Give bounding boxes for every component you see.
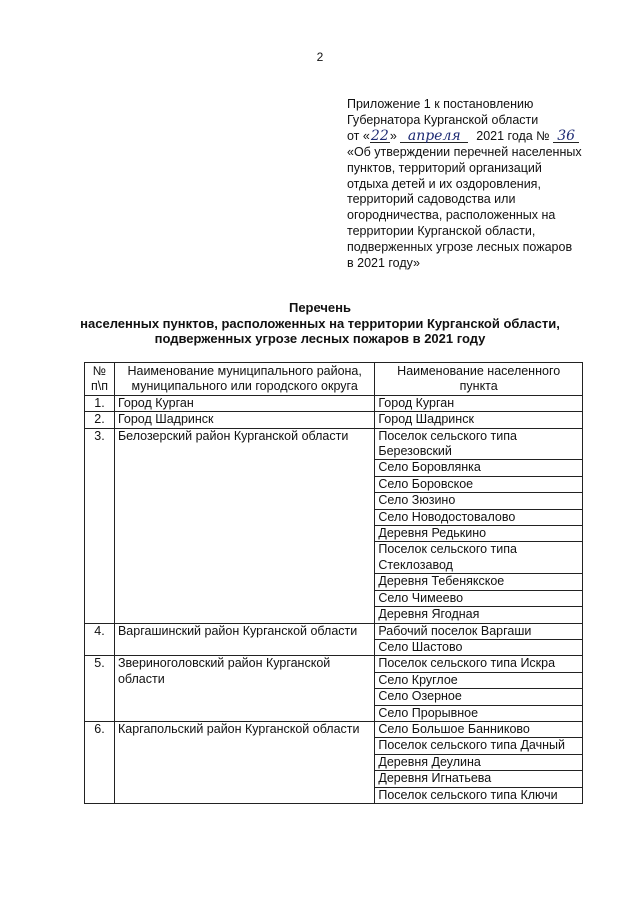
table-header-row [85, 363, 583, 396]
settlement-name: Поселок сельского типа Березовский [375, 428, 583, 460]
appendix-block [347, 97, 627, 272]
handwritten-month: апреля [400, 130, 468, 143]
settlement-name: Деревня Игнатьева [375, 771, 583, 787]
header-num: № п\п [85, 363, 115, 396]
title-line-2: населенных пунктов, расположенных на территории Курганской области, [80, 315, 560, 331]
settlement-name: Село Боровлянка [375, 460, 583, 476]
appendix-line-1: Приложение 1 к постановлению [347, 97, 534, 111]
appendix-subject-line: огородничества, расположенных на [347, 208, 556, 223]
settlement-name: Поселок сельского типа Искра [375, 656, 583, 672]
row-number: 6. [85, 721, 115, 803]
row-number: 1. [85, 395, 115, 411]
row-number: 5. [85, 656, 115, 722]
row-number: 2. [85, 412, 115, 428]
settlement-name: Деревня Тебенякское [375, 574, 583, 590]
appendix-subject-line: в 2021 году» [347, 256, 420, 271]
settlement-name: Рабочий поселок Варгаши [375, 623, 583, 639]
handwritten-doc-number: 36 [553, 130, 579, 143]
table-row [85, 428, 583, 460]
appendix-subject-line: территорий садоводства или [347, 192, 516, 207]
page-number: 2 [316, 50, 324, 64]
date-prefix: от « [347, 128, 370, 143]
date-mid: » [389, 128, 397, 143]
settlement-name: Деревня Ягодная [375, 607, 583, 623]
settlement-name: Село Шастово [375, 639, 583, 655]
table-row [85, 623, 583, 639]
settlement-name: Город Курган [375, 395, 583, 411]
table-row [85, 721, 583, 737]
settlement-name: Село Зюзино [375, 493, 583, 509]
settlement-name: Деревня Редькино [375, 526, 583, 542]
appendix-subject-line: подверженных угрозе лесных пожаров [347, 240, 573, 255]
settlement-name: Город Шадринск [375, 412, 583, 428]
district-name: Звериноголовский район Курганской области [114, 656, 374, 722]
settlement-name: Село Чимеево [375, 590, 583, 606]
district-name: Белозерский район Курганской области [114, 428, 374, 623]
district-name: Варгашинский район Курганской области [114, 623, 374, 656]
appendix-subject-line: пунктов, территорий организаций [347, 160, 542, 175]
district-name: Город Шадринск [114, 412, 374, 428]
settlement-name: Село Круглое [375, 672, 583, 688]
header-settlement: Наименование населенного пункта [375, 363, 583, 396]
table-row [85, 656, 583, 672]
document-title [0, 300, 640, 347]
table-row [85, 395, 583, 411]
row-number: 4. [85, 623, 115, 656]
settlement-name: Деревня Деулина [375, 754, 583, 770]
settlement-name: Село Большое Банниково [375, 721, 583, 737]
appendix-subject-line: отдыха детей и их оздоровления, [347, 176, 541, 191]
title-line-1: Перечень [288, 300, 352, 315]
appendix-subject [347, 145, 627, 272]
appendix-date-line [347, 129, 627, 145]
settlements-table [84, 362, 583, 804]
table-row [85, 412, 583, 428]
settlement-name: Поселок сельского типа Ключи [375, 787, 583, 803]
handwritten-day: 22 [370, 127, 389, 144]
appendix-line-2: Губернатора Курганской области [347, 112, 539, 127]
settlement-name: Поселок сельского типа Дачный [375, 738, 583, 754]
appendix-subject-line: «Об утверждении перечней населенных [347, 144, 582, 159]
settlement-name: Село Озерное [375, 689, 583, 705]
settlement-name: Поселок сельского типа Стеклозавод [375, 542, 583, 574]
district-name: Каргапольский район Курганской области [114, 721, 374, 803]
appendix-subject-line: территории Курганской области, [347, 224, 536, 239]
district-name: Город Курган [114, 395, 374, 411]
settlement-name: Село Боровское [375, 476, 583, 492]
settlement-name: Село Прорывное [375, 705, 583, 721]
settlement-name: Село Новодостовалово [375, 509, 583, 525]
row-number: 3. [85, 428, 115, 623]
title-line-3: подверженных угрозе лесных пожаров в 2021 году [154, 331, 486, 346]
date-year: 2021 года № [476, 128, 550, 143]
header-district: Наименование муниципального района, муниципального или городского округа [114, 363, 374, 396]
